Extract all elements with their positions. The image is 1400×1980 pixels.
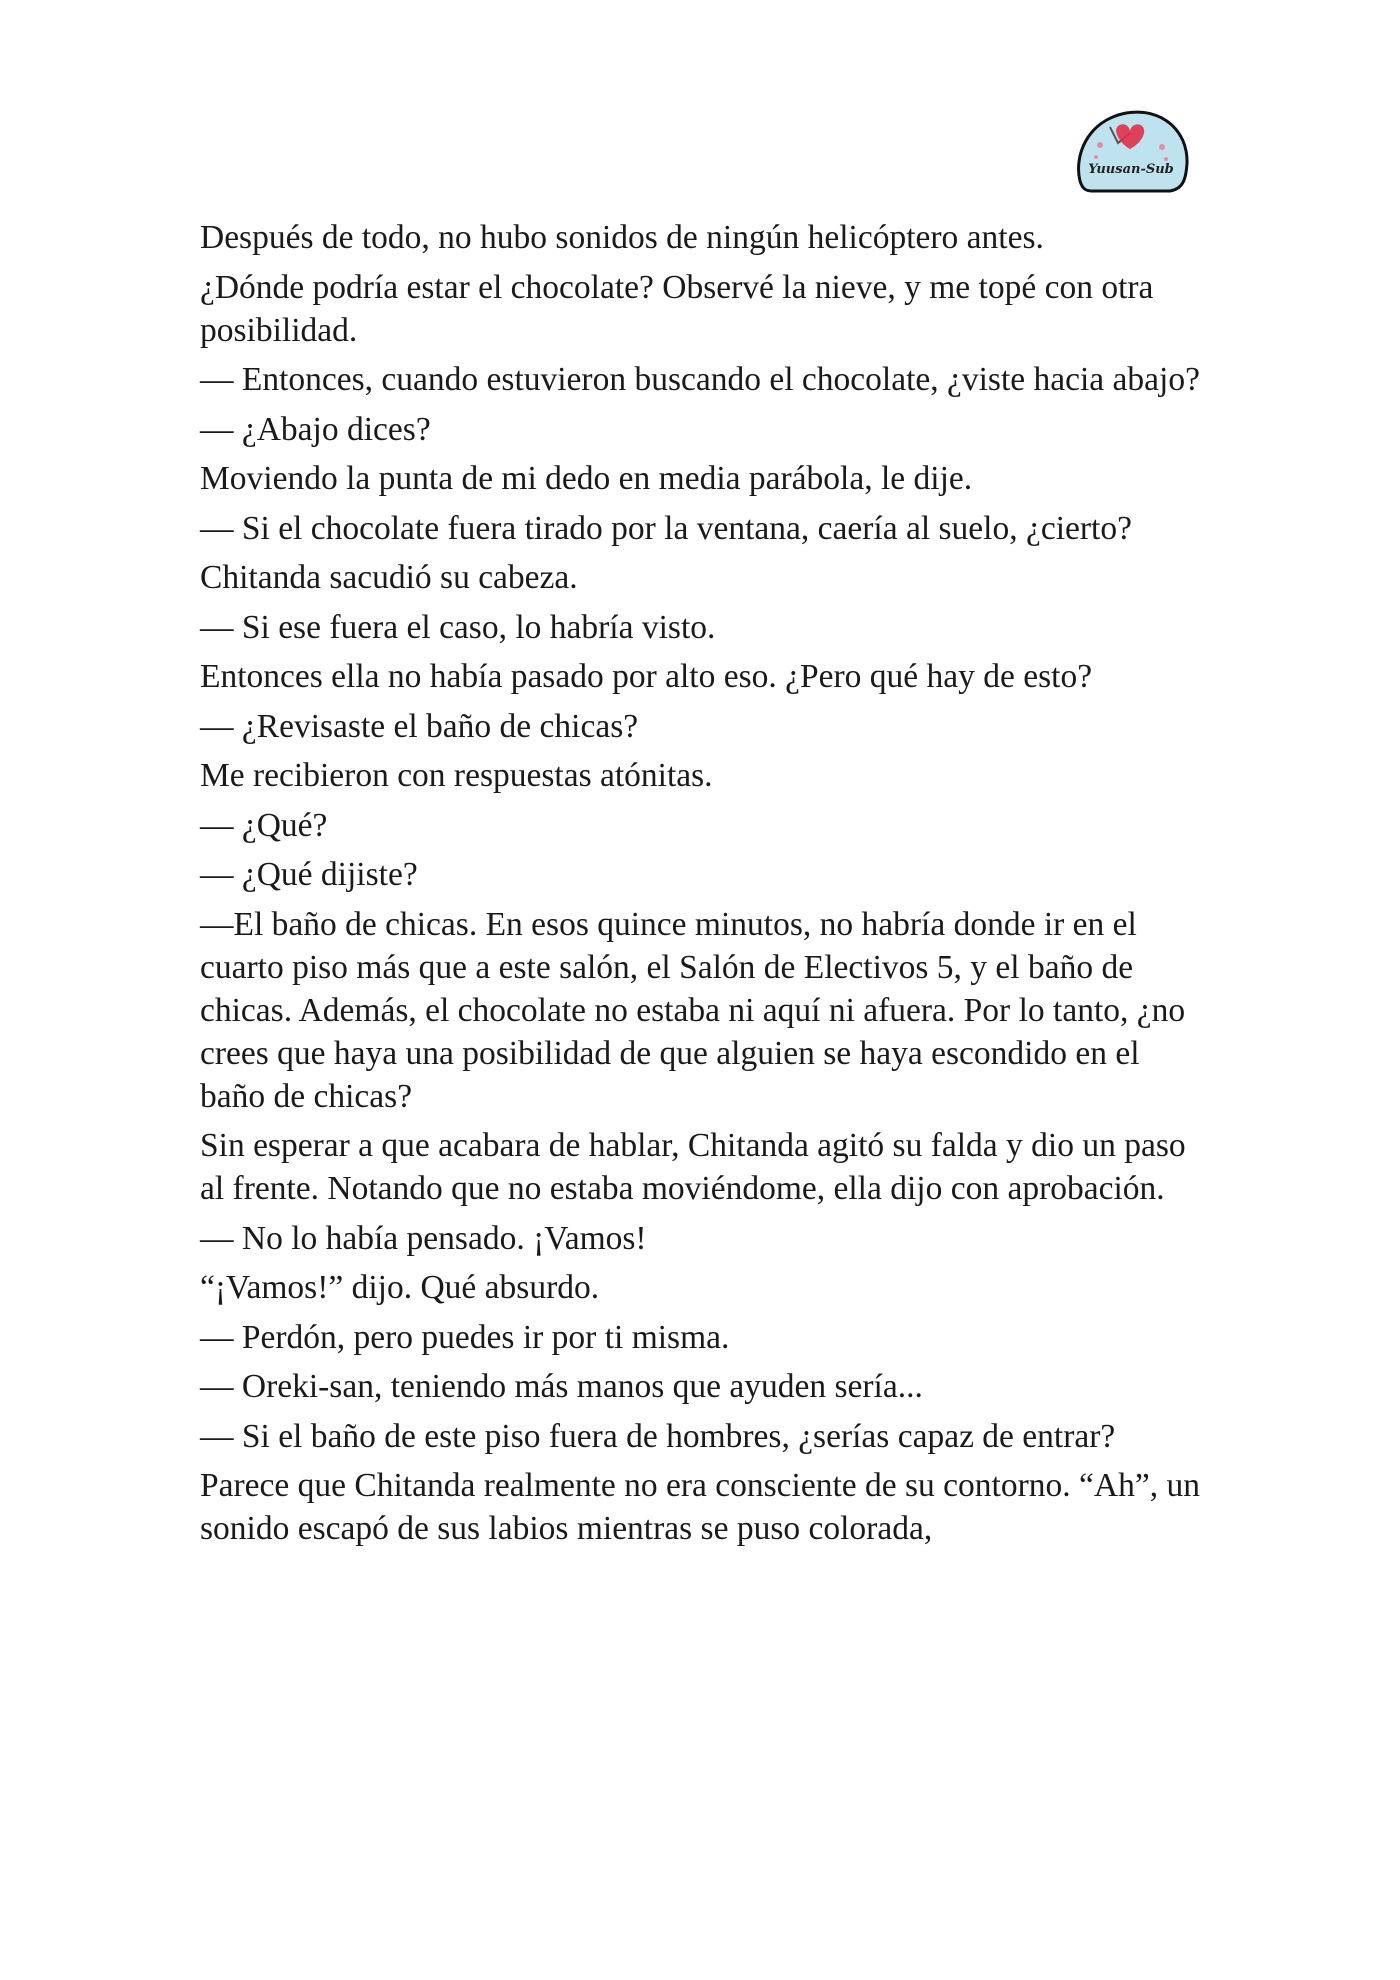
paragraph: ¿Dónde podría estar el chocolate? Observé la nieve, y me topé con otra posibilidad. xyxy=(200,268,1154,349)
paragraph: — ¿Qué? xyxy=(200,806,328,844)
paragraph: — Entonces, cuando estuvieron buscando el chocolate, ¿viste hacia abajo? xyxy=(200,361,1200,398)
paragraph: Parece que Chitanda realmente no era consciente de su contorno. “Ah”, un sonido escapó de sus labios mientras se puso colorada, xyxy=(200,1467,1200,1547)
paragraph: Moviendo la punta de mi dedo en media parábola, le dije. xyxy=(200,460,973,497)
paragraph: Sin esperar a que acabara de hablar, Chitanda agitó su falda y dio un paso al frente. Notando que no estaba moviéndome, ella dijo con aprobación. xyxy=(200,1127,1186,1207)
paragraph: — Perdón, pero puedes ir por ti misma. xyxy=(200,1318,730,1356)
paragraph: — Si ese fuera el caso, lo habría visto. xyxy=(200,608,716,646)
paragraph: Chitanda sacudió su cabeza. xyxy=(200,559,578,596)
paragraph: — No lo había pensado. ¡Vamos! xyxy=(200,1219,647,1257)
document-body xyxy=(200,216,1200,1557)
paragraph: — ¿Abajo dices? xyxy=(200,410,431,448)
paragraph: — ¿Revisaste el baño de chicas? xyxy=(200,707,639,745)
paragraph: Después de todo, no hubo sonidos de ningún helicóptero antes. xyxy=(200,219,1044,256)
paragraph: — Oreki-san, teniendo más manos que ayuden sería... xyxy=(200,1368,923,1405)
paragraph: Entonces ella no había pasado por alto eso. ¿Pero qué hay de esto? xyxy=(200,658,1093,695)
logo-text: Yuusan-Sub xyxy=(1088,162,1174,177)
paragraph: “¡Vamos!” dijo. Qué absurdo. xyxy=(200,1269,600,1306)
paragraph: — Si el baño de este piso fuera de hombres, ¿serías capaz de entrar? xyxy=(200,1417,1116,1455)
paragraph: — ¿Qué dijiste? xyxy=(200,856,418,893)
yuusan-sub-logo xyxy=(1070,105,1192,199)
paragraph: — Si el chocolate fuera tirado por la ventana, caería al suelo, ¿cierto? xyxy=(200,509,1132,547)
paragraph: —El baño de chicas. En esos quince minutos, no habría donde ir en el cuarto piso más que a este salón, el Salón de Electivos 5, y el baño de chicas. Además, el chocolate no estaba ni aquí ni afuera. Por lo tanto, ¿no crees que haya una posibilidad de que alguien se haya escondido en el baño de chicas? xyxy=(200,905,1186,1115)
paragraph: Me recibieron con respuestas atónitas. xyxy=(200,757,713,794)
